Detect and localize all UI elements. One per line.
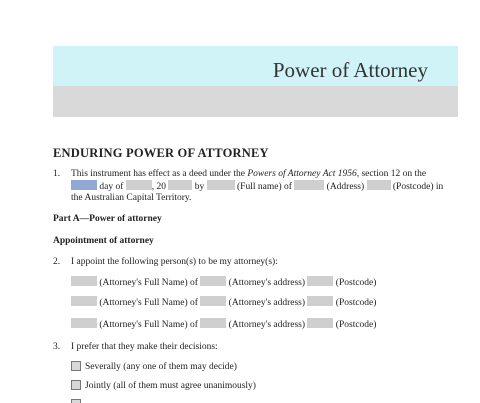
attorney-postcode-label: (Postcode) — [335, 298, 377, 308]
appointment-heading: Appointment of attorney — [53, 236, 154, 246]
item-2-text: I appoint the following person(s) to be my attorney(s): — [71, 257, 278, 267]
attorney-name-field[interactable] — [71, 318, 97, 328]
attorney-address-field[interactable] — [200, 318, 226, 328]
attorney-address-label: (Attorney's address) — [228, 298, 306, 308]
year-prefix-label: , 20 — [151, 182, 167, 192]
severally-checkbox[interactable] — [71, 361, 81, 371]
by-label: by — [194, 182, 205, 192]
option-jointly — [71, 380, 256, 392]
jointly-label: Jointly (all of them must agree unanimously) — [85, 381, 256, 391]
severally-label: Severally (any one of them may decide) — [85, 362, 237, 372]
item-1-line-3: the Australian Capital Territory. — [71, 193, 192, 203]
attorney-address-label: (Attorney's address) — [228, 278, 306, 288]
month-field[interactable] — [126, 180, 152, 190]
jointly-checkbox[interactable] — [71, 380, 81, 390]
attorney-address-field[interactable] — [200, 296, 226, 306]
attorney-row — [71, 276, 376, 289]
header-grey-bar — [53, 86, 458, 117]
item-3-text: I prefer that they make their decisions: — [71, 342, 218, 352]
day-of-label: day of — [99, 182, 124, 192]
document-title: Power of Attorney — [272, 58, 428, 82]
address-label: (Address) — [326, 182, 365, 192]
postcode-field[interactable] — [367, 180, 391, 190]
attorney-name-field[interactable] — [71, 276, 97, 286]
day-field[interactable] — [71, 180, 97, 190]
attorney-postcode-field[interactable] — [307, 296, 333, 306]
attorney-name-field[interactable] — [71, 296, 97, 306]
item-1-line-1 — [71, 168, 426, 180]
section-heading: ENDURING POWER OF ATTORNEY — [53, 146, 269, 160]
attorney-row — [71, 318, 376, 331]
attorney-name-label: (Attorney's Full Name) of — [99, 278, 198, 288]
item-1-number: 1. — [53, 169, 61, 179]
year-field[interactable] — [168, 180, 192, 190]
attorney-name-label: (Attorney's Full Name) of — [99, 298, 198, 308]
act-name: Powers of Attorney Act 1956 — [247, 169, 357, 179]
item-3-number: 3. — [53, 342, 61, 352]
item-1-text-a: This instrument has effect as a deed under the — [71, 169, 248, 179]
option-severally — [71, 361, 237, 373]
address-field[interactable] — [294, 180, 324, 190]
attorney-postcode-label: (Postcode) — [335, 320, 377, 330]
item-2-number: 2. — [53, 257, 61, 267]
postcode-label: (Postcode) in — [392, 182, 444, 192]
full-name-field[interactable] — [207, 180, 235, 190]
attorney-name-label: (Attorney's Full Name) of — [99, 320, 198, 330]
attorney-row — [71, 296, 376, 309]
attorney-postcode-field[interactable] — [307, 276, 333, 286]
title-banner — [53, 46, 458, 86]
item-1-text-b: , section 12 on the — [356, 169, 427, 179]
full-name-label: (Full name) of — [237, 182, 292, 192]
attorney-postcode-label: (Postcode) — [335, 278, 377, 288]
part-a-heading: Part A—Power of attorney — [53, 214, 162, 224]
attorney-address-label: (Attorney's address) — [228, 320, 306, 330]
next-option-checkbox[interactable] — [71, 399, 81, 403]
attorney-postcode-field[interactable] — [307, 318, 333, 328]
attorney-address-field[interactable] — [200, 276, 226, 286]
